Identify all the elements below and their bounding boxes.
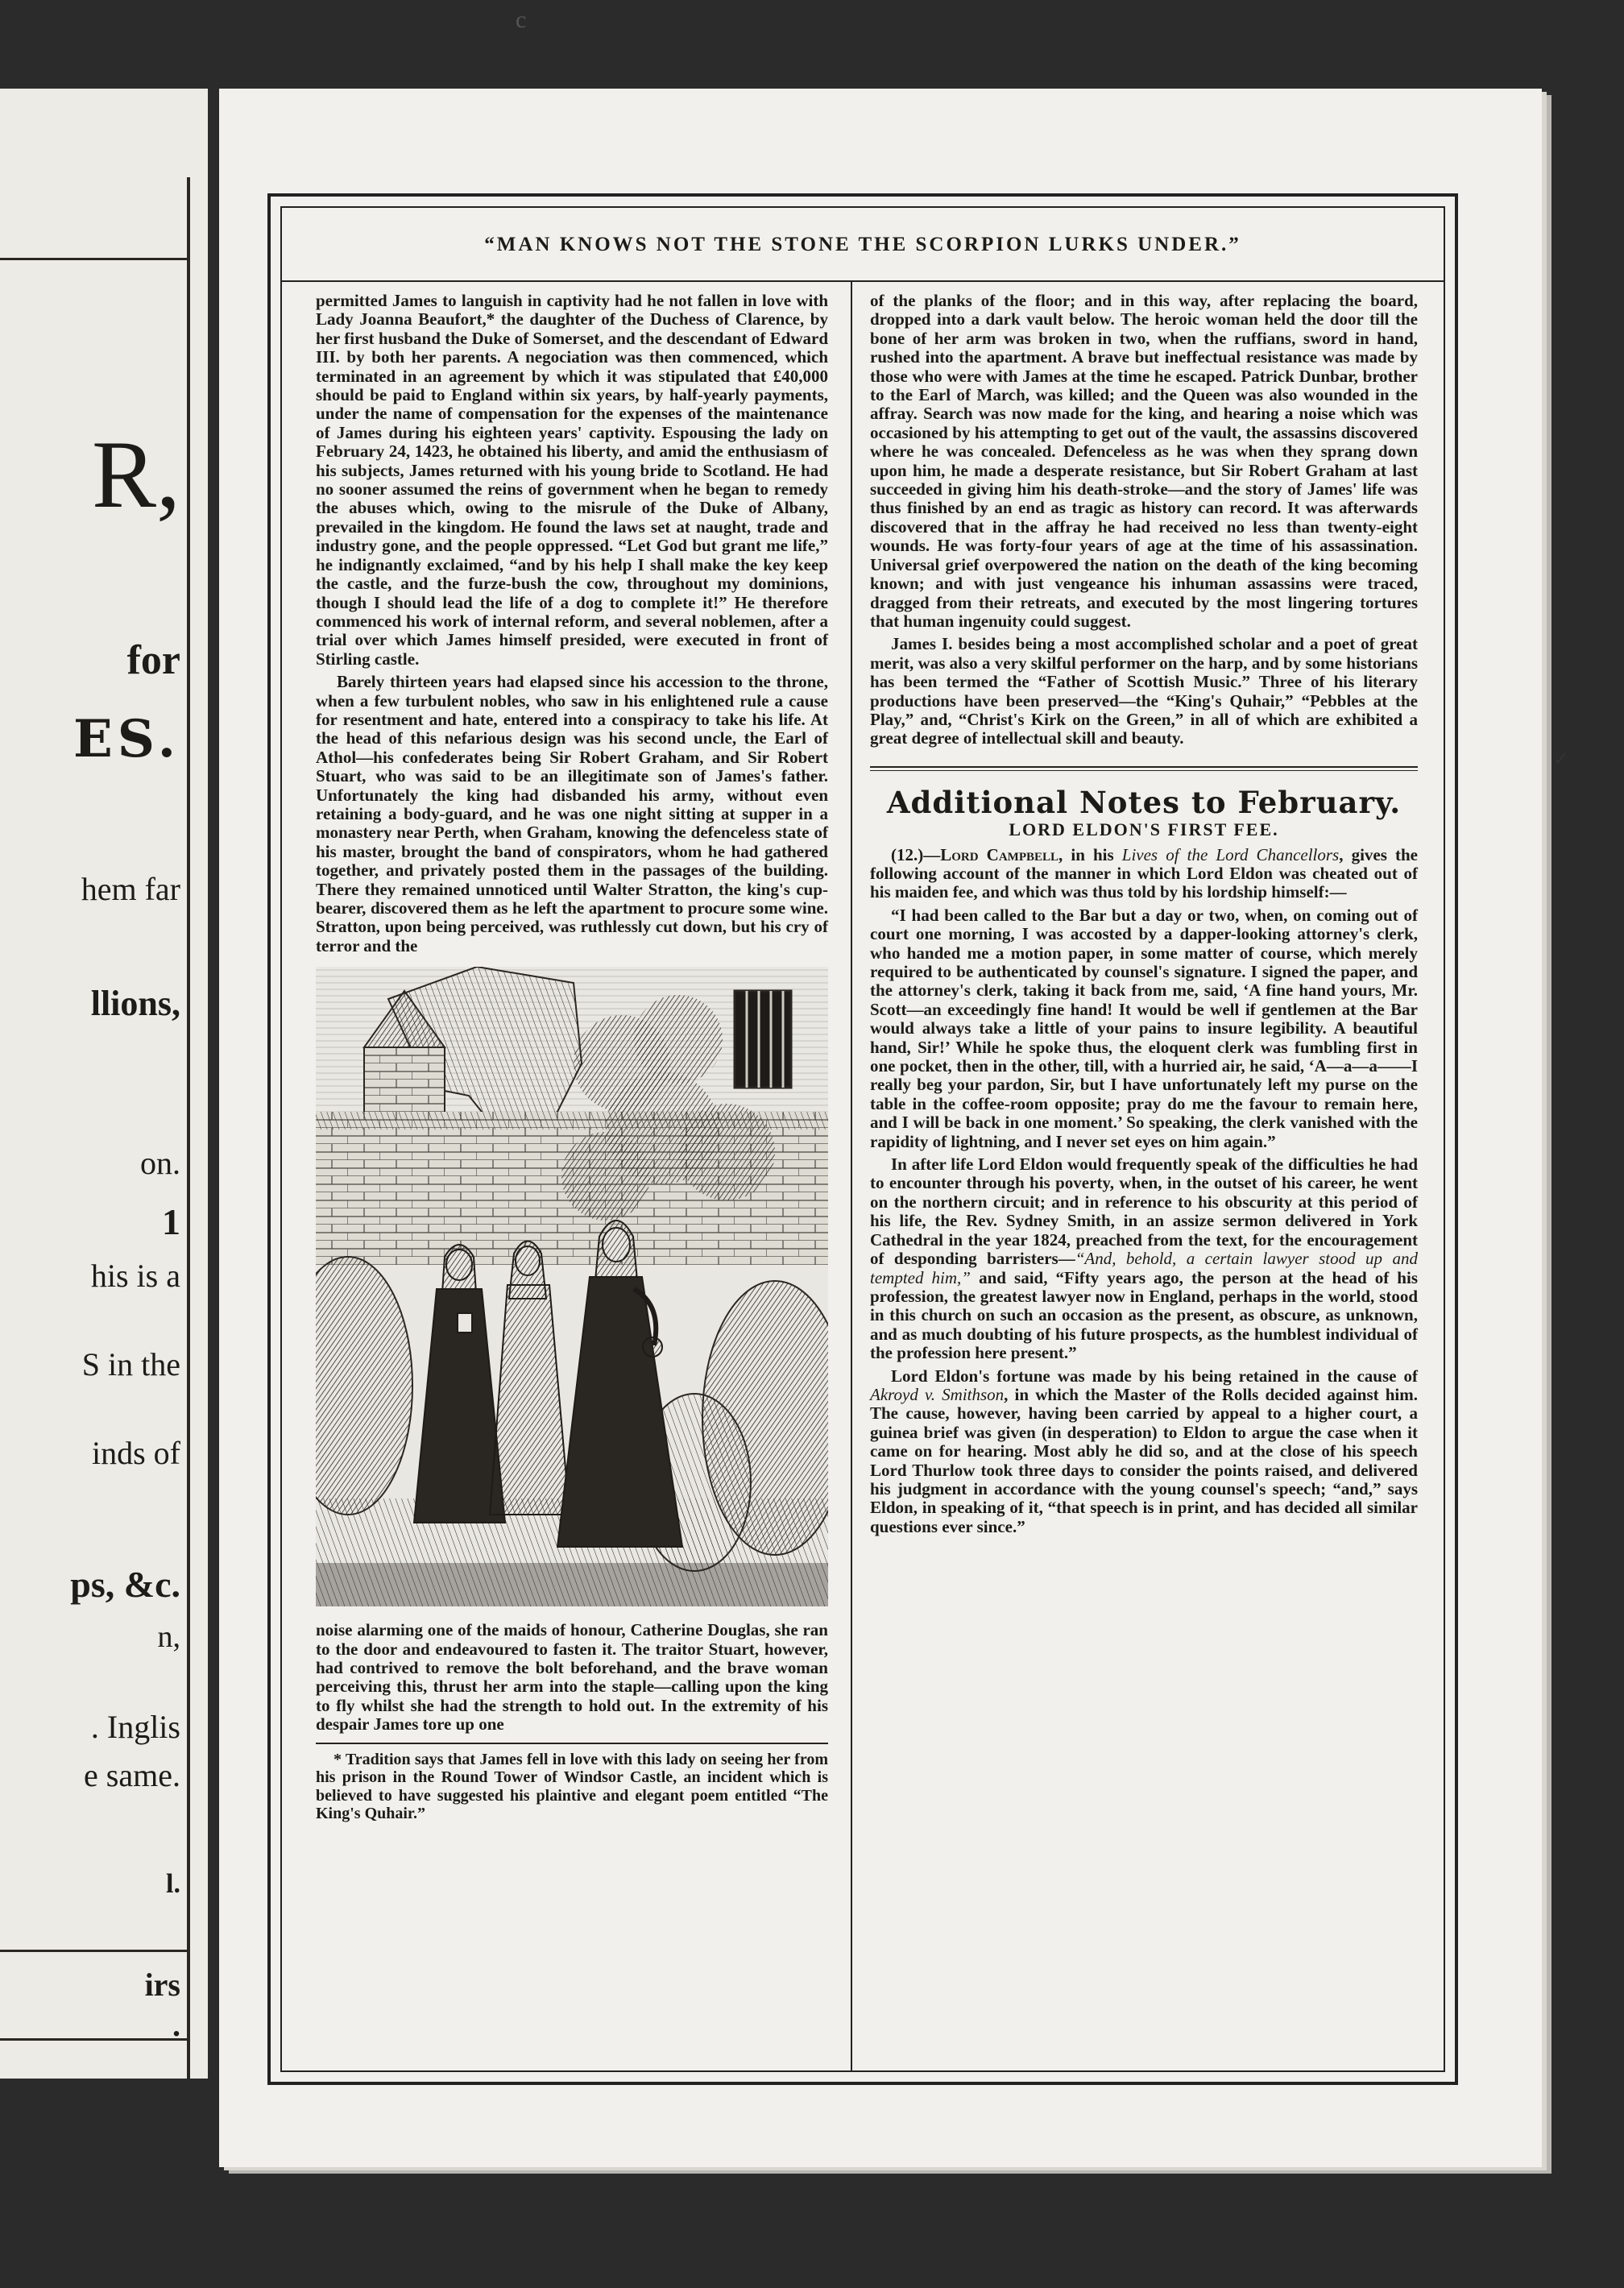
previous-page-fragment-text: llions, [90, 984, 180, 1023]
page-frame-inner [280, 206, 1445, 2072]
previous-page-fragment-text: S in the [81, 1346, 180, 1382]
text-run: , in which the Master of the Rolls decided against him. The cause, however, having been carried by appeal to a higher court, a guinea brief was given (in desperation) to Eldon to argue the case when it came on for hearing. Most ably he did so, and at the close of his speech Lord Thurlow took three days to consider the points raised, and delivered his judgment in accordance with the young counsel's speech; “and,” says Eldon, in speaking of it, “that speech is in print, and has decided all similar questions ever since.” [870, 1384, 1419, 1536]
body-paragraph: noise alarming one of the maids of honour, Catherine Douglas, she ran to the door and endeavoured to fasten it. The traitor Stuart, however, had contrived to remove the bolt beforehand, and the brave woman perceiving this, thrust her arm into the staple—calling upon the king to fly whilst she had the strength to hold out. In the extremity of his despair James tore up one [316, 1620, 828, 1735]
footnote-text: * Tradition says that James fell in love with this lady on seeing her from his prison in the Round Tower of Windsor Castle, an incident which is believed to have suggested his plaintive and elegant poem entitled “The King's Quhair.” [316, 1750, 828, 1823]
left-column [316, 292, 828, 1823]
body-paragraph [870, 1155, 1418, 1362]
previous-page-fragment-text: . Inglis [90, 1709, 180, 1745]
section-rule [870, 766, 1418, 771]
previous-page-rule [0, 258, 187, 260]
previous-page-fragment-text: n, [157, 1620, 180, 1654]
book-title: Lives of the Lord Chancellors [1121, 844, 1340, 864]
body-paragraph: James I. besides being a most accomplished scholar and a poet of great merit, was also a very skilful performer on the harp, and by some historians has been termed the “Father of Scottish Music.” Three of his literary productions have been preserved—the “King's Quhair,” “Pebbles at the Play,” and, “Christ's Kirk on the Green,” in all of which are exhibited a great degree of intellectual skill and beauty. [870, 634, 1418, 748]
footnote [316, 1751, 828, 1823]
body-paragraph [870, 1367, 1418, 1537]
body-paragraph [870, 846, 1418, 902]
body-paragraph: permitted James to languish in captivity had he not fallen in love with Lady Joanna Beaufort,* the daughter of the Duchess of Clarence, by her first husband the Duke of Somerset, and the descendant of Edward III. by both her parents. A negociation was then commenced, which terminated in an agreement by which it was stipulated that £40,000 should be paid to England within six years, by half-yearly payments, under the name of compensation for the expenses of the maintenance of James during his eighteen years' captivity. Espousing the lady on February 24, 1423, he obtained his liberty, and amid the enthusiasm of his subjects, James returned with his young bride to Scotland. He had no sooner assumed the reins of government when he began to remedy the abuses which, owing to the misrule of the Duke of Albany, prevailed in the kingdom. He found the laws set at naught, trade and industry gone, and the people oppressed. “Let God but grant me life,” he indignantly exclaimed, “and by his help I shall make the key keep the castle, and the furze-bush the cow, throughout my dominions, though I should lead the life of a dog to complete it!” He therefore commenced his work of internal reform, and several noblemen, after a trial over which James himself presided, were executed in front of Stirling castle. [316, 291, 828, 669]
page-frame [267, 193, 1458, 2085]
footnote-rule [316, 1743, 828, 1744]
previous-page-fragment [0, 89, 208, 2079]
quotation-paragraph: “I had been called to the Bar but a day or two, when, on coming out of court one morning, I was accosted by a dapper-looking attorney's clerk, who handed me a motion paper, in some matter of course, which merely required to be authenticated by counsel's signature. I signed the paper, and the attorney's clerk, taking it back from me, said, ‘A fine hand yours, Mr. Scott—an exceedingly fine hand! It would be well if gentlemen at the Bar would always take a little of your pains to insure legibility. A beautiful hand, Sir!’ While he spoke thus, the eloquent clerk was fumbling first in one pocket, then in the other, till, with a hurried air, he said, ‘A—a—a——I really beg your pardon, Sir, but I have unfortunately left my purse on the table in the coffee-room opposite; pray do me the favour to remain here, and I will be back in one moment.’ So speaking, the clerk vanished with the rapidity of lightning, and I never set eyes on him again.” [870, 905, 1418, 1151]
previous-page-fragment-text: ES. [73, 709, 180, 769]
previous-page-fragment-text: on. [140, 1145, 180, 1181]
previous-page-fragment-text: for [126, 637, 180, 683]
note-number: (12.)— [891, 844, 941, 864]
section-heading: Additional Notes to February. [886, 784, 1402, 820]
text-run: Lord Eldon's fortune was made by his being retained in the cause of [891, 1366, 1418, 1386]
text-run: In after life Lord Eldon would frequently speak of the difficulties he had to encounter through his poverty, when, in the outset of his career, he went on the northern circuit; and in reference to his obscurity at this period of his life, the Rev. Sydney Smith, in an assize sermon delivered in York Cathedral in the year 1824, preached from the text, for the encouragement of desponding barristers— [870, 1154, 1418, 1269]
column-divider [851, 282, 852, 2070]
previous-page-fragment-text: inds of [92, 1435, 180, 1471]
author-name: Lord Campbell [940, 844, 1059, 864]
previous-page-fragment-text: ps, &c. [70, 1564, 180, 1605]
previous-page-fragment-text: l. [166, 1869, 180, 1899]
header-rule [282, 280, 1444, 282]
scripture-quote: “And, behold, a certain lawyer stood up and tempted him,” [870, 1249, 1418, 1287]
right-column [870, 292, 1418, 1540]
previous-page-fragment-text: irs [144, 1967, 180, 2003]
running-title: “MAN KNOWS NOT THE STONE THE SCORPION LURKS UNDER.” [484, 234, 1241, 255]
body-paragraph: of the planks of the floor; and in this way, after replacing the board, dropped into a dark vault below. The heroic woman held the door till the bone of her arm was broken in two, when the ruffians, sword in hand, rushed into the apartment. A brave but ineffectual resistance was made by those who were with James at the time he escaped. Patrick Dunbar, brother to the Earl of March, was killed; and the Queen was also wounded in the affray. Search was now made for the king, and hearing a noise which was occasioned by his attempting to get out of the vault, the assassins discovered where he was concealed. Defenceless as he was when they sprang down upon him, he made a desperate resistance, but Sir Robert Graham at last succeeded in giving him his death-stroke—and the story of James' life was thus finished by an end as tragic as history can record. It was afterwards discovered that in the affray he had received no less than twenty-eight wounds. He was forty-four years of age at the time of his assassination. Universal grief overpowered the nation on the death of the king becoming known; and with just vengeance his inhuman assassins were traced, dragged from their retreats, and executed by the most lingering tortures that human ingenuity could suggest. [870, 291, 1418, 631]
case-name: Akroyd v. Smithson [870, 1384, 1005, 1404]
previous-page-rule [0, 2038, 187, 2041]
text-run: and said, “Fifty years ago, the person at the head of his profession, the greatest lawyer now in England, perhaps in the world, stood in this church on such an occasion as the present, as obscure, as unknown, and as much doubting of his future prospects, as the humblest individual of the profession here present.” [870, 1267, 1418, 1363]
previous-page-fragment-text: . [172, 2007, 180, 2043]
previous-page-fragment-text: his is a [90, 1258, 180, 1294]
text-run: , gives the following account of the manner in which Lord Eldon was cheated out of his maiden fee, and which was thus told by his lordship himself:— [870, 844, 1418, 902]
pencil-mark: c [516, 6, 527, 33]
previous-page-fragment-text: R, [91, 421, 180, 528]
engraving-illustration [316, 967, 828, 1606]
previous-page-rule [0, 1950, 187, 1952]
body-paragraph: Barely thirteen years had elapsed since his accession to the throne, when a few turbulent nobles, who saw in his enlightened rule a cause for resentment and hate, entered into a conspiracy to take his life. At the head of this nefarious design was his second uncle, the Earl of Athol—his confederates being Sir Robert Graham, and Sir Robert Stuart, who was said to be an illegitimate son of James's father. Unfortunately the king had disbanded his army, without even retaining a body-guard, and he was one night sitting at supper in a monastery near Perth, when Graham, knowing the defenceless state of his master, brought the band of conspirators, whom he had gathered together, and privately posted them in the passages of the building. There they remained unnoticed until Walter Stratton, the king's cup-bearer, discovered them as he left the apartment to procure some wine. Stratton, upon being perceived, was ruthlessly cut down, but his cry of terror and the [316, 672, 828, 955]
book-page [219, 89, 1542, 2167]
note-title: LORD ELDON'S FIRST FEE. [1009, 819, 1279, 840]
margin-mark: ✓ [1553, 749, 1570, 770]
previous-page-fragment-text: e same. [84, 1757, 180, 1793]
previous-page-fragment-text: hem far [81, 871, 180, 907]
text-run: , in his [1058, 844, 1122, 864]
previous-page-fragment-text: 1 [162, 1201, 180, 1242]
